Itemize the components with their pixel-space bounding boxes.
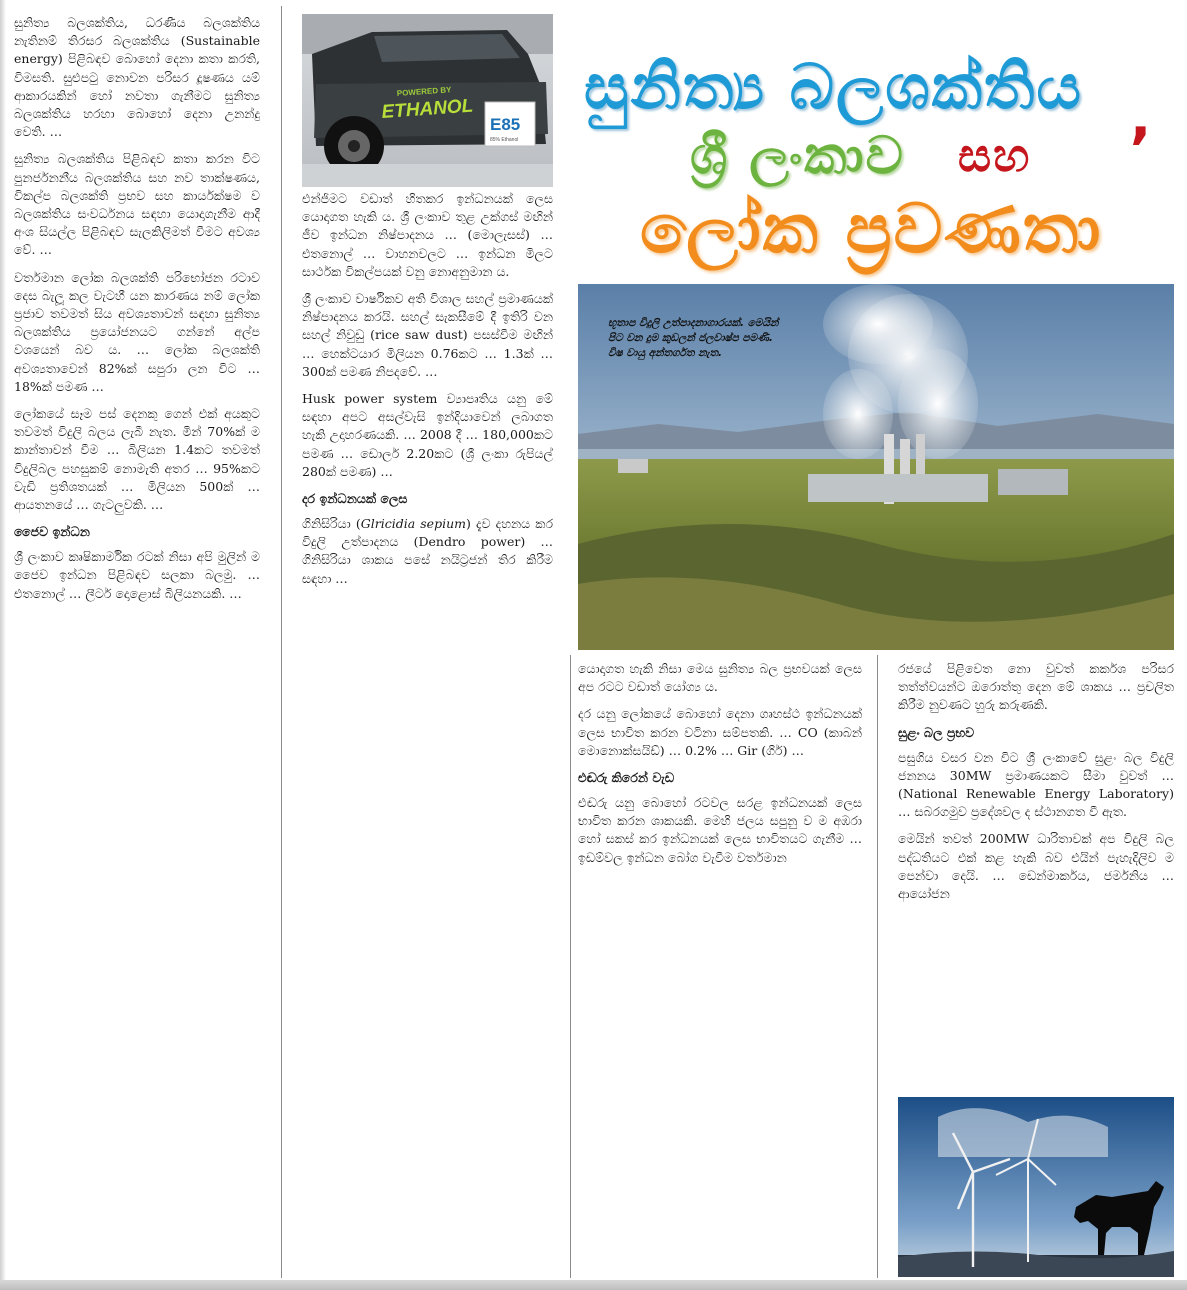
page-bottom-edge	[0, 1280, 1187, 1290]
section-heading: දර ඉන්ධනයක් ලෙස	[302, 491, 408, 507]
paragraph-part: ගිනිසිරියා (	[302, 516, 361, 532]
paragraph: එන්ජිමට වඩාත් හිතකර ඉන්ධනයක් ලෙස යොදාගත හැකි ය. ශ්‍රී ලංකාව තුළ උක්ගස් මඟින් ජීව ඉන්ධන නිෂ්පාදනය … (මොලැසස්) … එතනොල් … වාහනවලට … ඉන්ධන මිලට සාර්ථක විකල්පයක් වනු නොඅනුමාන ය.	[302, 191, 553, 279]
column-divider	[281, 6, 282, 1278]
column-divider	[570, 655, 571, 1278]
column-divider	[877, 655, 878, 1278]
paragraph: යොදාගත හැකි නිසා මෙය සුනිත්‍ය බල ප්‍රභවයක් ලෙස අප රටට වඩාත් යෝග්‍ය ය.	[578, 661, 862, 695]
paragraph: ශ්‍රී ලංකාව වාර්ෂිකව අති විශාල සහල් ප්‍රමාණයක් නිෂ්පාදනය කරයි. සහල් සැකසීමේ දී ඉතිරි වන සහල් නිවුඩු (rice saw dust) පසස්වීම මඟින් … හෙක්ටයාර මිලියන 0.76කට … 1.3ක් … 300ක් පමණ නිපදවේ. …	[302, 291, 553, 379]
badge-main-text: ETHANOL	[380, 95, 474, 123]
photo-caption: භූතාප විදුලි උත්පාදනාගාරයක්. මෙයින් පිට වන දුම කුඩලන් ජලවාෂ්ප පමණි. විෂ වායු අන්තර්ගත නැත.	[608, 317, 779, 359]
headline-line-1: සුනිත්‍ය බලශක්තිය	[584, 50, 1083, 123]
page-edge	[0, 0, 6, 1290]
column-2	[302, 190, 553, 1278]
paragraph: පසුගිය වසර වන විට ශ්‍රී ලංකාවේ සුළං බල විදුලි ජනනය 30MW ප්‍රමාණයකට සීමා වුවත් … (National Renewable Energy Laboratory) … සබරගමුව ප්‍රදේශවල ද ස්ථානගත වී ඇත.	[898, 749, 1174, 820]
paragraph	[302, 515, 553, 588]
paragraph: ශ්‍රී ලංකාව කෘෂිකාර්මික රටක් නිසා අපි මුලින් ම ජෛව ඉන්ධන පිළිබඳව සලකා බලමු. … එතනොල් … ලීටර් දොළොස් බිලියනයකි. …	[14, 549, 260, 601]
badge-top-text: POWERED BY	[396, 85, 452, 98]
headline-line-2: ශ්‍රී ලංකාව	[690, 126, 905, 186]
paragraph: රජයේ පිළිවෙත නො වුවත් කර්කශ පරිසර තත්ත්වයන්ට ඔරොත්තු දෙන මේ ශාකය … ප්‍රචලිත කිරීම නුවණට හුරු කරුණකි.	[898, 661, 1174, 713]
paragraph: සුනිත්‍ය බලශක්තිය, ධරණීය බලශක්තිය නැතිනම් තිරසර බලශක්තිය (Sustainable energy) පිළිබඳව බොහෝ දෙනා කතා කරති, විමසති. සුළුපටු නොවන පරිසර දූෂණය යම් ආකාරයකින් හෝ නවතා ගැනීමට සුනිත්‍ය බලශක්තිය හරහා බොහෝ දෙනා උනන්දු වෙති. …	[14, 15, 260, 140]
column-1	[14, 14, 260, 1276]
paragraph: ලෝකයේ සෑම පස් දෙනකු ගෙන් එක් අයකුට තවමත් විදුලි බලය ලැබී නැත. මින් 70%ක් ම කාන්තාවන් වීම … බිලියන 1.4කට තවමත් විදුලිබල පහසුකම් නොමැති අතර … 95%කට වැඩි ප්‍රතිශතයක් … මිලියන 500ක් … ආයතනයේ … ගැටලුවකි. …	[14, 406, 260, 513]
geothermal-plant-photo	[578, 284, 1174, 650]
section-heading: ජෛව ඉන්ධන	[14, 524, 90, 540]
paragraph: වර්තමාන ලෝක බලශක්ති පරිභෝජන රටාව දෙස බැලූ කල වැටහී යන කාරණය නම් ලෝක ප්‍රජාව තවමත් සිය අවශ්‍යතාවන් සඳහා සුනිත්‍ය බලශක්තිය ප්‍රයෝජනයට ගන්නේ අල්ප වශයෙන් බව ය. … ලෝක බලශක්ති අවශ්‍යතාවෙන් 82%ක් සපුරා ලන විට … 18%ක් පමණ …	[14, 269, 260, 394]
paragraph: සුනිත්‍ය බලශක්තිය පිළිබඳව කතා කරන විට පුනර්ජනනීය බලශක්තිය සහ නව තාක්ෂණය, විකල්ප බලශක්ති ප්‍රභව සහ කාර්යක්ෂම ව බලශක්තිය සංවර්ධනය සඳහා යොදාගැනීම ආදී අංශ සියල්ල පිළිබඳව සැලකිලිමත් වීමට අවශ්‍ය වේ. …	[14, 151, 260, 258]
latin-name: Glricidia sepium	[360, 516, 466, 532]
headline-comma: ,	[1130, 86, 1154, 151]
headline-conjunction: සහ	[958, 128, 1032, 182]
paragraph: දර යනු ලෝකයේ බොහෝ දෙනා ගෘහස්ථ ඉන්ධනයක් ලෙස භාවිත කරන වටිනා සම්පතකි. … CO (කාබන් මොනොක්සයිඩ්) … 0.2% … Gir (ගිර්) …	[578, 706, 862, 758]
ethanol-truck-photo	[302, 14, 553, 187]
section-heading: සුළං බල ප්‍රභව	[898, 724, 975, 740]
column-3	[578, 660, 862, 1276]
headline-line-3: ලෝක ප්‍රවණතා	[640, 190, 1103, 269]
e85-logo-text: E85	[490, 115, 521, 134]
column-4	[898, 660, 1174, 1080]
e85-logo-subtext: 85% Ethanol	[490, 137, 519, 143]
paragraph: මෙයින් තවත් 200MW ධාරිතාවක් අප විදුලි බල පද්ධතියට එක් කළ හැකි බව එයින් පැහැදිලිව ම පෙන්වා දෙයි. … ඩෙන්මාර්කය, ජර්මනිය … ආයෝජන	[898, 831, 1174, 902]
paragraph: Husk power system ව්‍යාපෘතිය යනු මේ සඳහා අපට අසල්වැසි ඉන්දියාවෙන් ලබාගත හැකි උදාහරණයකි. … 2008 දී … 180,000කට පමණ … ඩොලර් 2.20කට (ශ්‍රී ලංකා රුපියල් 280ක් පමණ) …	[302, 391, 553, 479]
paragraph-part: ) දැව දහනය කර විදුලි උත්පාදනය (Dendro power) … ගිනිසිරියා ශාකය පසේ නයිට්‍රජන් තිර කිරීම සඳහා …	[302, 516, 553, 586]
wind-turbine-photo	[898, 1097, 1174, 1277]
section-heading: එඬරු කිරෙන් වැඩ	[578, 770, 675, 786]
paragraph: එඬරු යනු බොහෝ රටවල සරළ ඉන්ධනයක් ලෙස භාවිත කරන ශාකයකි. මෙහි ජලය සපුනු ව ම අඹරා හෝ සකස් කර ඉන්ධනයක් ලෙස භාවිතයට ගැනීම … ඉඩම්වල ඉන්ධන බෝග වැවීම වර්තමාන	[578, 795, 862, 865]
